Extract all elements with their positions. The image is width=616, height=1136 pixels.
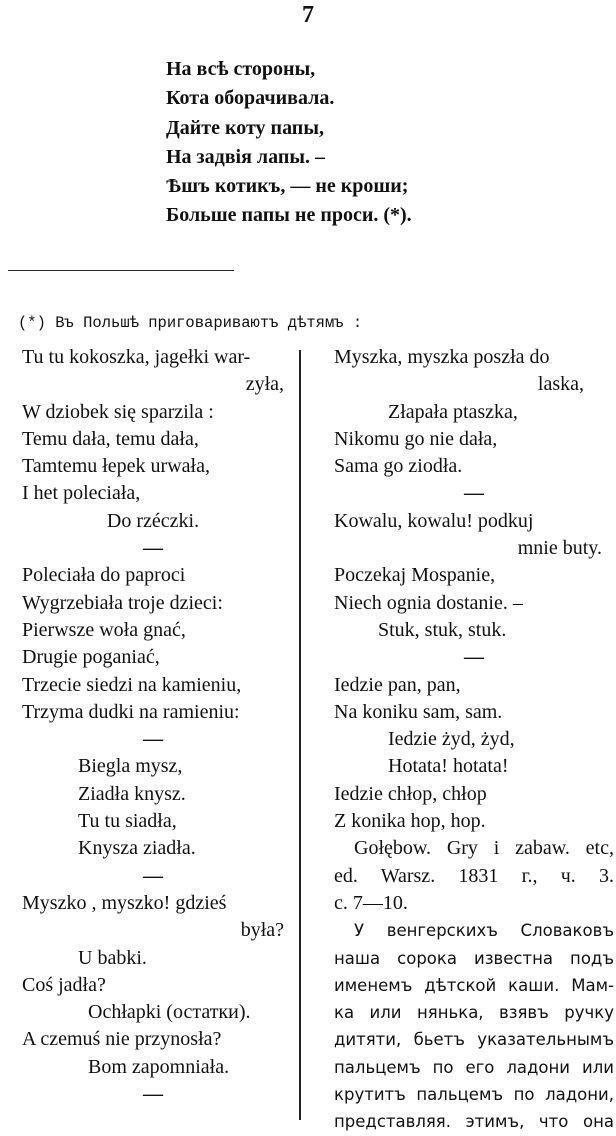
- right-column: [334, 344, 614, 1136]
- poem-line: Ѣшъ котикъ, — не кроши;: [166, 175, 409, 198]
- verse-line: Iedzie pan, pan,: [334, 673, 461, 696]
- verse-line: U babki.: [78, 946, 147, 969]
- poem-line: На всѣ стороны,: [166, 58, 316, 80]
- page-number: 7: [302, 2, 314, 28]
- verse-line: A czemuś nie przynosła?: [22, 1028, 222, 1051]
- verse-line: Niech ognia dostanie. –: [334, 591, 523, 614]
- verse-line: Złapała ptaszka,: [388, 400, 518, 423]
- verse-line: laska,: [537, 373, 584, 396]
- verse-line: Stuk, stuk, stuk.: [378, 618, 507, 641]
- prose-line: именемъ дѣтской каши. Мам-: [334, 975, 614, 995]
- prose-line: дитяти, бьетъ указательнымъ: [334, 1030, 614, 1050]
- footnote-intro: (*) Въ Польшѣ приговариваютъ дѣтямъ :: [18, 314, 363, 332]
- verse-separator: —: [143, 728, 163, 751]
- verse-line: Sama go ziodła.: [334, 455, 463, 478]
- verse-line: była?: [240, 919, 284, 942]
- verse-line: I het poleciała,: [22, 482, 141, 505]
- verse-line: Iedzie żyd, żyd,: [388, 728, 515, 751]
- verse-line: Do rzéczki.: [106, 509, 200, 532]
- verse-line: Pierwsze woła gnać,: [22, 618, 186, 641]
- verse-line: Trzecie siedzi na kamieniu,: [22, 673, 242, 696]
- prose-line: ка или нянька, взявъ ручку: [334, 1003, 614, 1023]
- citation-line: ed. Warsz. 1831 г., ч. 3.: [334, 864, 614, 887]
- verse-line: Tamtemu łepek urwała,: [22, 455, 210, 478]
- verse-separator: —: [464, 482, 484, 505]
- verse-line: Coś jadła?: [22, 973, 106, 996]
- verse-line: Trzyma dudki na ramieniu:: [22, 700, 240, 723]
- verse-line: Wygrzebiała troje dzieci:: [22, 591, 223, 614]
- verse-line: zyła,: [245, 373, 284, 396]
- verse-line: Hotata! hotata!: [388, 755, 509, 778]
- verse-line: Iedzie chłop, chłop: [334, 782, 487, 805]
- verse-line: Z konika hop, hop.: [334, 810, 486, 833]
- verse-line: Ziadła knysz.: [78, 782, 186, 805]
- poem-line: На задвія лапы. –: [166, 145, 325, 168]
- verse-line: Tu tu siadła,: [78, 810, 177, 833]
- prose-line: представляя. этимъ, что она: [334, 1112, 614, 1132]
- prose-line: У венгерскихъ Словаковъ: [354, 921, 614, 941]
- left-column: [22, 344, 284, 1108]
- verse-separator: —: [143, 864, 163, 887]
- verse-line: Myszko , myszko! gdzieś: [22, 891, 227, 914]
- verse-line: Temu dała, temu dała,: [22, 427, 199, 450]
- verse-line: Nikomu go nie dała,: [334, 427, 498, 450]
- verse-line: Poczekaj Mospanie,: [334, 564, 496, 587]
- citation-line: Gołębow. Gry i zabaw. etc,: [354, 837, 614, 860]
- prose-line: крутитъ пальцемъ по ладони,: [334, 1085, 614, 1105]
- verse-line: Na koniku sam, sam.: [334, 700, 503, 723]
- verse-line: Tu tu kokoszka, jagełki war-: [22, 346, 251, 368]
- prose-line: пальцемъ по его ладони или: [334, 1057, 614, 1077]
- citation-line: с. 7—10.: [334, 891, 408, 914]
- verse-separator: —: [143, 1083, 163, 1106]
- verse-separator: —: [464, 646, 484, 669]
- column-divider: [299, 350, 301, 1120]
- verse-line: Knysza ziadła.: [78, 837, 196, 860]
- verse-line: Myszka, myszka poszła do: [334, 346, 550, 368]
- poem-line: Кота оборачивала.: [166, 87, 335, 110]
- poem-line: Больше папы не проси. (*).: [166, 204, 412, 227]
- prose-line: наша сорока известна подъ: [334, 948, 614, 968]
- verse-separator: —: [143, 537, 163, 560]
- footnote-rule: [8, 270, 234, 271]
- poem-line: Дайте коту папы,: [166, 116, 324, 139]
- verse-line: Bom zapomniała.: [88, 1055, 230, 1078]
- verse-line: Poleciała do paproci: [22, 564, 186, 587]
- verse-line: mnie buty.: [517, 537, 602, 560]
- verse-line: Kowalu, kowalu! podkuj: [334, 509, 534, 532]
- verse-line: Drugie poganiać,: [22, 646, 160, 669]
- poem-stanza: [166, 55, 412, 231]
- verse-line: Ochłapki (остатки).: [88, 1001, 251, 1024]
- verse-line: W dziobek się sparzila :: [22, 400, 214, 423]
- verse-line: Biegla mysz,: [78, 755, 183, 778]
